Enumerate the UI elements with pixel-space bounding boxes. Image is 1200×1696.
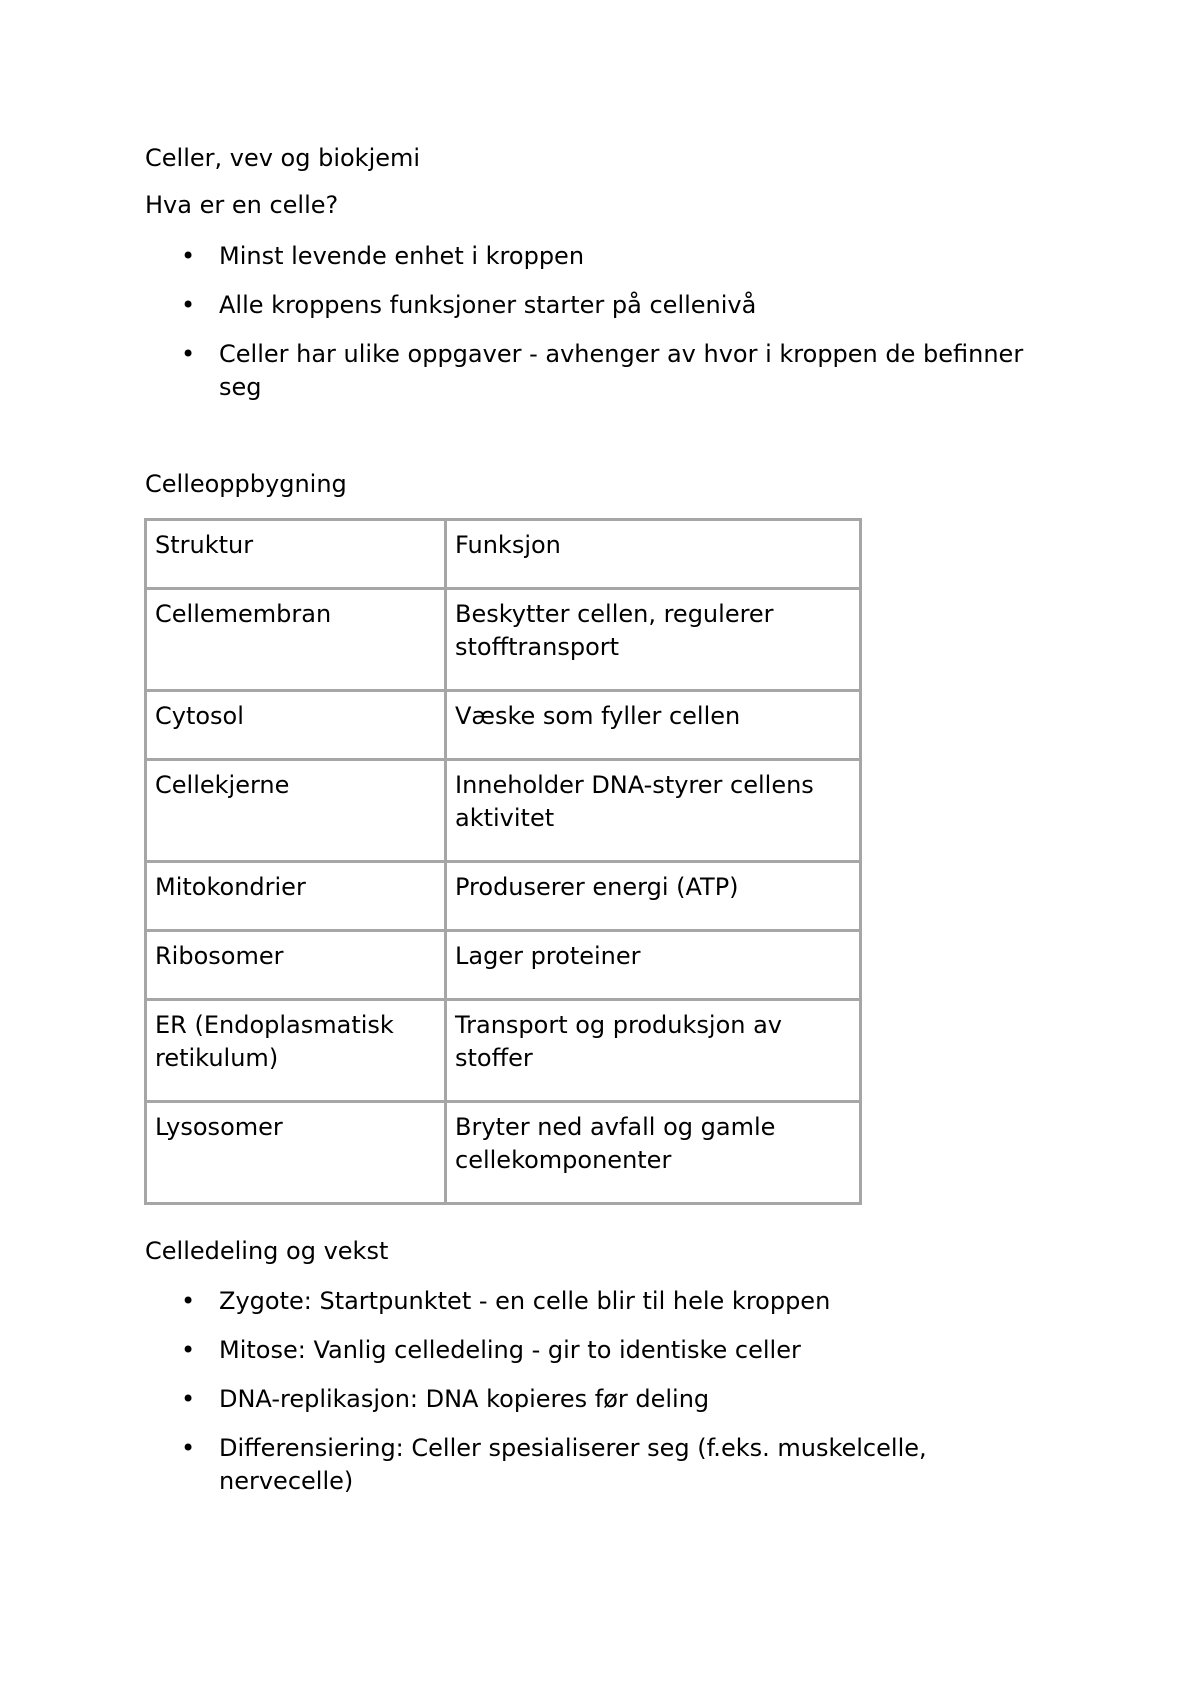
list-item: • Zygote: Startpunktet - en celle blir til hele kroppen xyxy=(145,1285,1045,1318)
table-row xyxy=(146,589,861,691)
bullet-list-what-is-cell xyxy=(145,240,1045,420)
table-cell-function: Transport og produksjon av stoffer xyxy=(446,1000,861,1102)
table-header-row xyxy=(146,520,861,589)
document-title: Celler, vev og biokjemi xyxy=(145,144,421,172)
table-cell-function: Bryter ned avfall og gamle cellekomponenter xyxy=(446,1102,861,1204)
list-item: • Minst levende enhet i kroppen xyxy=(145,240,1045,273)
table-header-cell: Struktur xyxy=(146,520,446,589)
table-cell-function: Beskytter cellen, regulerer stofftransport xyxy=(446,589,861,691)
table-cell-function: Produserer energi (ATP) xyxy=(446,862,861,931)
table-cell-function: Inneholder DNA-styrer cellens aktivitet xyxy=(446,760,861,862)
table-cell-structure: Lysosomer xyxy=(146,1102,446,1204)
table-cell-structure: Ribosomer xyxy=(146,931,446,1000)
table-cell-structure: Cellekjerne xyxy=(146,760,446,862)
list-item: • Alle kroppens funksjoner starter på cellenivå xyxy=(145,289,1045,322)
table-header-cell: Funksjon xyxy=(446,520,861,589)
section-heading-what-is-cell: Hva er en celle? xyxy=(145,191,339,219)
section-heading-cell-division: Celledeling og vekst xyxy=(145,1237,389,1265)
list-item: • DNA-replikasjon: DNA kopieres før deling xyxy=(145,1383,1045,1416)
table-row xyxy=(146,691,861,760)
table-row xyxy=(146,1102,861,1204)
table-row xyxy=(146,931,861,1000)
table-cell-structure: Mitokondrier xyxy=(146,862,446,931)
table-row xyxy=(146,1000,861,1102)
table-cell-function: Væske som fyller cellen xyxy=(446,691,861,760)
table-cell-structure: Cellemembran xyxy=(146,589,446,691)
table-row xyxy=(146,760,861,862)
list-item: • Differensiering: Celler spesialiserer seg (f.eks. muskelcelle, nervecelle) xyxy=(145,1432,1045,1498)
table-cell-structure: ER (Endoplasmatisk retikulum) xyxy=(146,1000,446,1102)
table-cell-structure: Cytosol xyxy=(146,691,446,760)
section-heading-cell-structure: Celleoppbygning xyxy=(145,470,347,498)
table-cell-function: Lager proteiner xyxy=(446,931,861,1000)
table-row xyxy=(146,862,861,931)
bullet-list-cell-division xyxy=(145,1285,1045,1514)
cell-structure-table xyxy=(144,518,862,1205)
list-item: • Celler har ulike oppgaver - avhenger av hvor i kroppen de befinner seg xyxy=(145,338,1045,404)
list-item: • Mitose: Vanlig celledeling - gir to identiske celler xyxy=(145,1334,1045,1367)
